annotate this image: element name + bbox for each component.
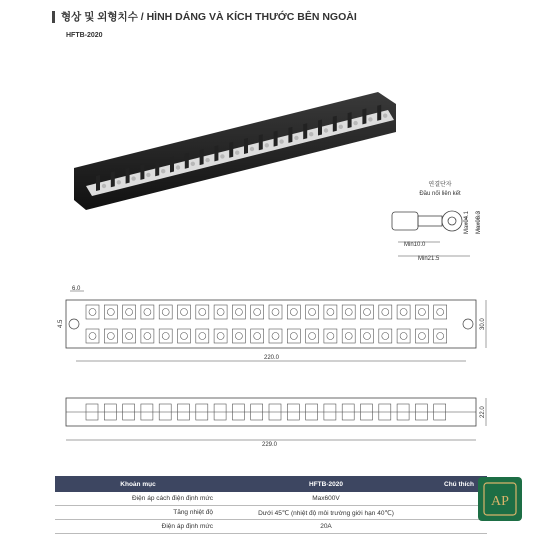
- row-value: 20A: [221, 520, 431, 534]
- col-note: Chú thích: [431, 476, 487, 492]
- table-row: [55, 492, 487, 506]
- dim-4-5: 4.5: [58, 319, 64, 328]
- row-item: Điện áp định mức: [55, 520, 221, 534]
- row-value: Max600V: [221, 492, 431, 506]
- row-value: Dưới 45℃ (nhiệt độ môi trường giới hạn 40℃): [221, 506, 431, 520]
- dim-6: 6.0: [72, 286, 81, 292]
- row-item: Điện áp cách điện định mức: [55, 492, 221, 506]
- col-item: Khoản mục: [55, 476, 221, 492]
- dim-22: 22.0: [480, 406, 486, 418]
- row-item: Tăng nhiệt độ: [55, 506, 221, 520]
- dim-229: 229.0: [262, 442, 278, 448]
- connector-dim-min10: Min10.0: [404, 242, 426, 248]
- logo-text: AP: [491, 494, 509, 509]
- brand-logo: [478, 477, 522, 521]
- section-title: 형상 및 외형치수 / HÌNH DÁNG VÀ KÍCH THƯỚC BÊN NGOÀI: [61, 11, 357, 23]
- spec-table: [55, 476, 487, 534]
- connector-dim-min21: Min21.5: [418, 256, 440, 262]
- spec-table-header: [55, 476, 487, 492]
- table-row: [55, 520, 487, 534]
- connector-dim-max08: Max08.3: [476, 210, 482, 234]
- col-model: HFTB-2020: [221, 476, 431, 492]
- dim-220: 220.0: [264, 355, 280, 361]
- model-label: HFTB-2020: [66, 32, 103, 39]
- dim-30: 30.0: [480, 318, 486, 330]
- table-row: [55, 506, 487, 520]
- row-note: [431, 520, 487, 534]
- connector-label-vi: Đầu nối liên kết: [419, 191, 461, 197]
- connector-label-kr: 연결단자: [428, 182, 452, 188]
- connector-dim-max04: Max04.1: [464, 210, 470, 234]
